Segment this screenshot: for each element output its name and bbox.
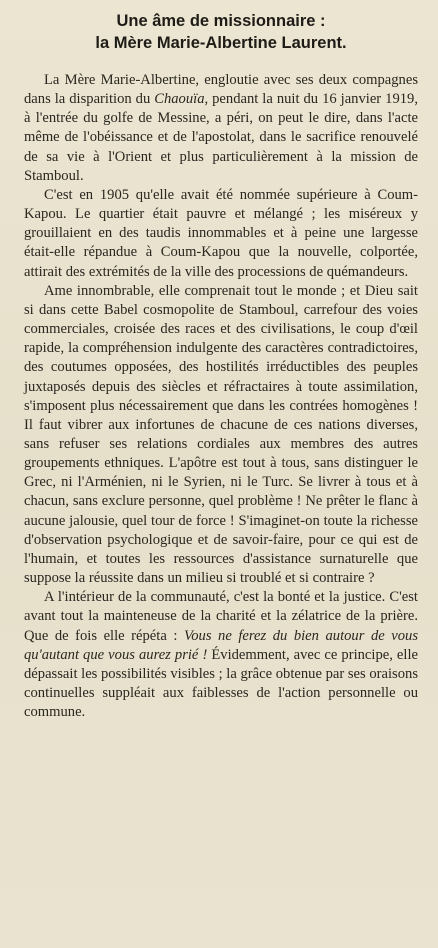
paragraph-1 (24, 71, 418, 186)
quoted-maxim: Vous ne ferez du bien autour de vous qu'autant que vous aurez prié ! (24, 627, 418, 663)
article-title (24, 10, 418, 54)
paragraph-text: C'est en 1905 qu'elle avait été nommée supérieure à Coum-Kapou. Le quartier était pauvre et mélangé ; les miséreux y grouillaient en des taudis innommables et à peine une largesse était-elle répandue à Coum-Kapou que la nouvelle, colportée, attirait des extrémités de la ville des processions de quémandeurs. (24, 186, 418, 280)
title-line-1: Une âme de missionnaire : (116, 12, 326, 30)
paragraph-3 (24, 282, 418, 589)
paragraph-text: La Mère Marie-Albertine, engloutie avec ses deux compagnes dans la disparition du (24, 72, 418, 108)
paragraph-text: A l'intérieur de la communauté, c'est la bonté et la justice. C'est avant tout la mainteneuse de la charité et la zélatrice de la prière. Que de fois elle répéta : (24, 589, 418, 644)
paragraph-2 (24, 186, 418, 282)
paragraph-text: Ame innombrable, elle comprenait tout le monde ; et Dieu sait si dans cette Babel cosmopolite de Stamboul, carrefour des voies commerciales, croisée des races et des civilisations, le coup d'œil rapide, la compréhension indulgente des caractères contradictoires, des coutumes opposées, des hostilités irréductibles des peuples juxtaposés depuis des siècles et réfractaires à toute assimilation, s'imposent plus nécessairement que dans les contrées homogènes ! Il faut vibrer aux infortunes de chacune de ces nations diverses, sans refuser ses relations cordiales aux membres des autres groupements ethniques. L'apôtre est tout à tous, sans distinguer le Grec, ni l'Arménien, ni le Syrien, ni le Turc. Se livrer à tous et à chacun, sans exclure personne, quel problème ! Ne prêter le flanc à aucune jalousie, quel tour de force ! S'imaginet-on toute la richesse d'observation psychologique et de savoir-faire, pour ce qui est de l'humain, et toutes les ressources d'assistance surnaturelle que suppose la réussite dans un milieu si troublé et si contraire ? (24, 282, 418, 587)
paragraph-4 (24, 588, 418, 722)
ship-name: Chaouïa (154, 91, 205, 108)
paragraph-text: Évidemment, avec ce principe, elle dépassait les possibilités visibles ; la grâce obtenue par ses oraisons continuelles suppléait aux faiblesses de l'action personnelle ou commune. (24, 646, 418, 721)
title-line-2: la Mère Marie-Albertine Laurent. (95, 34, 347, 52)
paragraph-text: , pendant la nuit du 16 janvier 1919, à l'entrée du golfe de Messine, a péri, on peut le dire, dans l'acte même de l'obéissance et de l'apostolat, dans le sacrifice renouvelé de sa vie à l'Orient et plus particulièrement à la mission de Stamboul. (24, 91, 418, 184)
article-body (24, 71, 418, 722)
